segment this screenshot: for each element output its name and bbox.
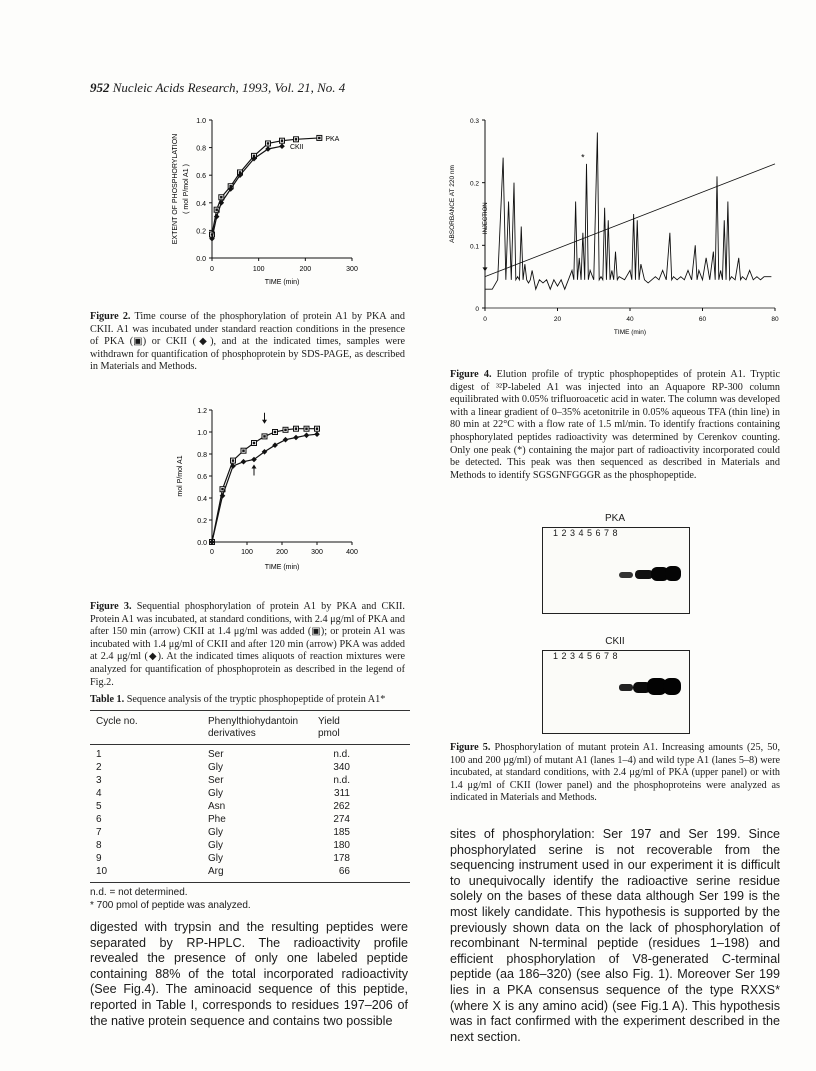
- y-axis-label-units: ( mol P/mol A1 ): [183, 164, 190, 214]
- y-tick-label: 0: [475, 306, 479, 313]
- y-tick-label: 1.2: [197, 408, 207, 415]
- square-marker-center: [281, 139, 284, 142]
- arrow-ckii-head: [262, 420, 267, 424]
- gel-ckii-lane-labels: 1 2 3 4 5 6 7 8: [553, 651, 619, 661]
- injection-label: INJECTION: [483, 202, 489, 235]
- y-tick-label: 0.4: [197, 496, 207, 503]
- square-marker-center: [318, 137, 321, 140]
- derivative-cell: Gly: [208, 827, 223, 838]
- cycle-cell: 7: [96, 827, 102, 838]
- y-axis-label: EXTENT OF PHOSPHORYLATION: [172, 133, 179, 245]
- diamond-marker: [272, 442, 278, 448]
- figure-5-caption-text: Phosphorylation of mutant protein A1. Increasing amounts (25, 50, 100 and 200 μg/ml) of mutant A1 (lanes 1–4) and wild type A1 (lanes 5–8) were incubated, at standard conditions, with 2.4 μg/ml of PKA (upper panel) or with 1.4 μg/ml of CKII (lower panel) and the phosphoproteins were analyzed as indicated in Materials and Methods.: [450, 742, 780, 804]
- col-cycle-header: Cycle no.: [96, 716, 138, 727]
- gel-pka-panel: [542, 527, 690, 614]
- x-tick-label: 300: [311, 549, 323, 556]
- x-tick-label: 400: [346, 549, 358, 556]
- col-yield-header-1: Yield: [318, 716, 340, 727]
- table-1: [96, 716, 406, 742]
- square-marker-center: [232, 459, 235, 462]
- table-row: [96, 749, 406, 762]
- table-row: [96, 814, 406, 827]
- y-axis-label: mol P/mol A1: [177, 455, 184, 497]
- series-line-ckii: [212, 146, 282, 238]
- gradient-line: [485, 164, 775, 277]
- square-marker-center: [220, 196, 223, 199]
- figure-2-caption: [90, 311, 405, 374]
- square-marker-center: [305, 427, 308, 430]
- yield-cell: 178: [333, 853, 350, 864]
- table-body: [96, 749, 406, 879]
- table-footnote-pmol: * 700 pmol of peptide was analyzed.: [90, 900, 251, 911]
- figure-3-label: Figure 3.: [90, 601, 132, 612]
- gel-pka-title: PKA: [604, 513, 625, 524]
- x-axis-label: TIME (min): [613, 329, 647, 336]
- figure-5-label: Figure 5.: [450, 742, 491, 753]
- x-tick-label: 200: [299, 266, 312, 273]
- figure-2-chart: [160, 108, 370, 293]
- table-header-rule: [90, 744, 410, 745]
- x-tick-label: 100: [252, 266, 265, 273]
- derivative-cell: Gly: [208, 853, 223, 864]
- y-tick-label: 0.4: [196, 200, 206, 208]
- y-tick-label: 1.0: [197, 430, 207, 437]
- diamond-marker: [230, 463, 236, 469]
- figure-5-caption: [450, 742, 780, 805]
- cycle-cell: 10: [96, 866, 108, 877]
- y-tick-label: 0.6: [196, 173, 206, 181]
- table-1-title-text: Sequence analysis of the tryptic phosphopeptide of protein A1*: [124, 694, 386, 705]
- x-tick-label: 80: [771, 316, 779, 323]
- yield-cell: 340: [333, 762, 350, 773]
- x-axis-label: TIME (min): [264, 279, 300, 286]
- series-line-1: [212, 429, 317, 542]
- x-tick-label: 0: [210, 266, 214, 273]
- journal-citation: Nucleic Acids Research, 1993, Vol. 21, No. 4: [112, 80, 346, 95]
- table-row: [96, 788, 406, 801]
- arrow-pka-head: [252, 465, 257, 469]
- y-tick-label: 0.2: [469, 180, 479, 188]
- x-tick-label: 0: [210, 549, 214, 556]
- cycle-cell: 3: [96, 775, 102, 786]
- derivative-cell: Asn: [208, 801, 226, 812]
- figure-4-caption-text: Elution profile of tryptic phosphopeptides of protein A1. Tryptic digest of ³²P-labeled A1 was injected into an Aquapore RP-300 column equilibrated with 0.05% trifluoroacetic acid in water. The column was developed with a linear gradient of 0–35% acetonitrile in 0.05% aqueous TFA (thin line) in 80 min at 22°C with a flow rate of 1.5 ml/min. To identify fractions containing phosphorylated peptides radioactivity was determined by Cerenkov counting. Only one peak (*) containing the major part of radioactivity incorporated could be detected. This peak was then sequenced as described in Materials and Methods to identify SGSGNFGGGR as the phosphopeptide.: [450, 369, 780, 481]
- diamond-marker: [314, 431, 320, 437]
- cycle-cell: 6: [96, 814, 102, 825]
- table-row: [96, 762, 406, 775]
- derivative-cell: Ser: [208, 775, 224, 786]
- injection-arrow-head: [483, 267, 488, 271]
- figure-3-caption: [90, 601, 405, 689]
- col-yield-header-2: pmol: [318, 728, 340, 739]
- square-marker-center: [242, 449, 245, 452]
- square-marker-center: [316, 427, 319, 430]
- y-tick-label: 0.8: [196, 145, 206, 153]
- table-header: [96, 716, 406, 742]
- derivative-cell: Ser: [208, 749, 224, 760]
- yield-cell: 180: [333, 840, 350, 851]
- y-tick-label: 0.8: [197, 452, 207, 459]
- gel-ckii-panel: [542, 650, 690, 734]
- x-tick-label: 200: [276, 549, 288, 556]
- table-row: [96, 775, 406, 788]
- derivative-cell: Gly: [208, 840, 223, 851]
- gel-ckii-band-5: [619, 684, 633, 691]
- figure-3-caption-text: Sequential phosphorylation of protein A1 by PKA and CKII. Protein A1 was incubated, at standard conditions, with 2.4 μg/ml of PKA and after 150 min (arrow) CKII at 1.4 μg/ml was added (▣); or protein A1 was incubated with 1.4 μg/ml of CKII and after 120 min (arrow) PKA was added at 2.4 μg/ml (◆). At the indicated times aliquots of reaction mixtures were analyzed for quantification of phosphoprotein as described in the legend of Fig.2.: [90, 601, 405, 688]
- derivative-cell: Arg: [208, 866, 224, 877]
- y-tick-label: 0.1: [469, 243, 479, 251]
- absorbance-trace: [485, 133, 771, 290]
- diamond-marker: [279, 143, 285, 149]
- figure-4-chart: [440, 112, 785, 342]
- cycle-cell: 2: [96, 762, 102, 773]
- y-tick-label: 0.0: [197, 540, 207, 547]
- y-tick-label: 0.0: [196, 256, 206, 263]
- body-text-right: sites of phosphorylation: Ser 197 and Ser 199. Since phosphorylated serine is not recoverable from the sequencing instrument used in our experiment it is difficult to unequivocally identify the radioactive serine residue solely on the bases of these data although Ser 199 is the most likely candidate. This hypothesis is supported by the previously shown data on the lack of phosphorylation of recombinant N-terminal peptide (residues 1–198) and efficient phosphorylation of V8-generated C-terminal peptide (aa 186–320) (see also Fig. 1). Moreover Ser 199 lies in a PKA consensus sequence of the type RXXS* (where X is any amino acid) (see Fig.1 A). This hypothesis was in fact confirmed with the experiment described in the next section.: [450, 827, 780, 1044]
- square-marker-center: [221, 488, 224, 491]
- yield-cell: 311: [334, 788, 350, 799]
- square-marker-center: [295, 138, 298, 141]
- square-marker-center: [253, 442, 256, 445]
- derivative-cell: Phe: [208, 814, 226, 825]
- gel-pka-band-5: [619, 572, 633, 578]
- x-tick-label: 100: [241, 549, 253, 556]
- table-1-title: [90, 694, 420, 707]
- x-tick-label: 20: [553, 316, 562, 323]
- figure-4-caption: [450, 369, 780, 482]
- derivative-cell: Gly: [208, 788, 223, 799]
- yield-cell: 274: [333, 814, 350, 825]
- series-label-pka: PKA: [325, 135, 340, 143]
- table-row: [96, 866, 406, 879]
- cycle-cell: 5: [96, 801, 102, 812]
- table-row: [96, 801, 406, 814]
- y-tick-label: 0.2: [197, 518, 207, 525]
- square-marker-center: [284, 429, 287, 432]
- figure-3-chart: [170, 400, 380, 575]
- square-marker-center: [267, 142, 270, 145]
- table-top-rule: [90, 710, 410, 711]
- cycle-cell: 1: [96, 749, 102, 760]
- square-marker-center: [295, 427, 298, 430]
- square-marker-center: [263, 435, 266, 438]
- y-tick-label: 1.0: [196, 118, 206, 125]
- square-marker-center: [215, 208, 218, 211]
- y-tick-label: 0.2: [196, 228, 206, 236]
- square-marker-center: [274, 431, 277, 434]
- x-axis-label: TIME (min): [264, 564, 300, 571]
- figure-2-label: Figure 2.: [90, 311, 131, 322]
- x-tick-label: 60: [698, 316, 707, 323]
- x-tick-label: 300: [346, 266, 358, 273]
- yield-cell: n.d.: [333, 749, 350, 760]
- figure-2-caption-text: Time course of the phosphorylation of protein A1 by PKA and CKII. A1 was incubated under standard reaction conditions in the presence of PKA (▣) or CKII (◆), and at the indicated times, samples were withdrawn for quantification of phosphoprotein by SDS-PAGE, as described in Materials and Methods.: [90, 311, 405, 373]
- running-header: [90, 80, 345, 96]
- diamond-marker: [293, 435, 299, 441]
- yield-cell: 262: [333, 801, 350, 812]
- table-row: [96, 827, 406, 840]
- cycle-cell: 8: [96, 840, 102, 851]
- yield-cell: 66: [338, 866, 350, 877]
- yield-cell: n.d.: [333, 775, 350, 786]
- gel-pka-lane-labels: 1 2 3 4 5 6 7 8: [553, 528, 619, 538]
- yield-cell: 185: [333, 827, 350, 838]
- page-number: 952: [90, 80, 110, 95]
- table-1-label: Table 1.: [90, 694, 125, 705]
- cycle-cell: 9: [96, 853, 102, 864]
- x-tick-label: 0: [483, 316, 487, 323]
- figure-4-label: Figure 4.: [450, 369, 492, 380]
- col-deriv-header-2: derivatives: [208, 728, 256, 739]
- col-deriv-header-1: Phenylthiohydantoin: [208, 716, 299, 727]
- y-tick-label: 0.3: [469, 118, 479, 125]
- diamond-marker: [304, 433, 310, 439]
- diamond-marker: [241, 459, 247, 465]
- cycle-cell: 4: [96, 788, 102, 799]
- table-footnote-nd: n.d. = not determined.: [90, 887, 188, 898]
- table-bottom-rule: [90, 882, 410, 883]
- gel-pka-band-8: [665, 566, 681, 581]
- y-tick-label: 0.6: [197, 474, 207, 481]
- gel-ckii-band-8: [663, 678, 681, 695]
- body-text-left: digested with trypsin and the resulting peptides were separated by RP-HPLC. The radioactivity profile revealed the presence of only one labeled peptide containing 88% of the total incorporated radioactivity (See Fig.4). The aminoacid sequence of this peptide, reported in Table I, corresponds to residues 197–206 of the native protein sequence and contains two possible: [90, 920, 408, 1028]
- diamond-marker: [283, 437, 289, 443]
- y-axis-label: ABSORBANCE AT 220 nm: [449, 165, 456, 243]
- derivative-cell: Gly: [208, 762, 223, 773]
- series-label-ckii: CKII: [290, 144, 304, 152]
- x-tick-label: 40: [626, 316, 634, 323]
- peak-star-marker: *: [581, 152, 585, 163]
- table-row: [96, 840, 406, 853]
- table-row: [96, 853, 406, 866]
- gel-ckii-title: CKII: [605, 636, 625, 647]
